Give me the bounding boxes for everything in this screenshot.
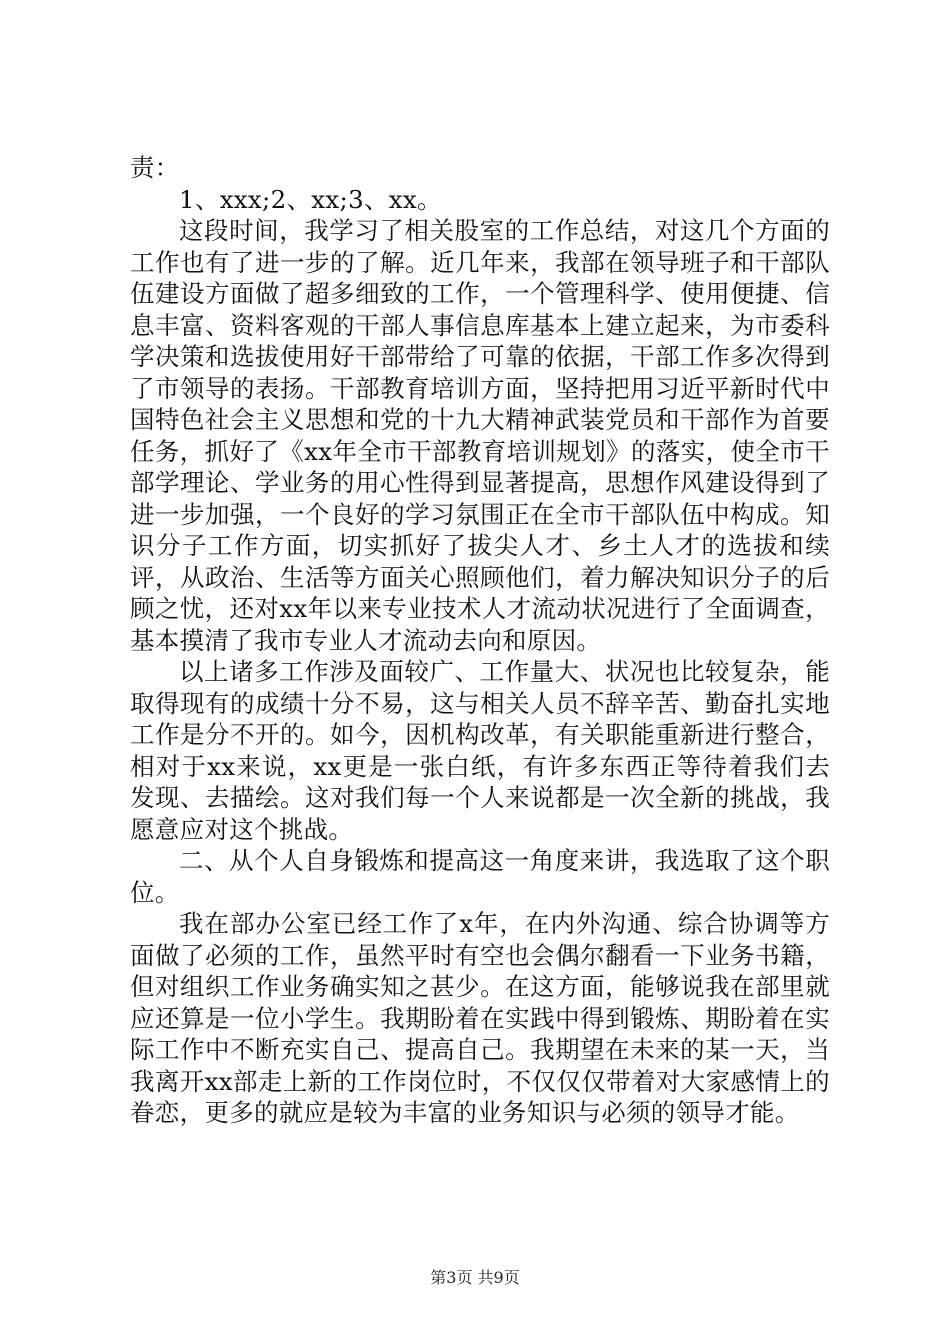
paragraph-section-heading: 二、从个人自身锻炼和提高这一角度来讲，我选取了这个职位。 [130,846,830,907]
document-body [130,152,830,1129]
paragraph-list-items: 1、xxx;2、xx;3、xx。 [179,184,442,214]
paragraph-work-summary: 这段时间，我学习了相关股室的工作总结，对这几个方面的工作也有了进一步的了解。近几年来，我部在领导班子和干部队伍建设方面做了超多细致的工作，一个管理科学、使用便捷、信息丰富、资料客观的干部人事信息库基本上建立起来，为市委科学决策和选拔使用好干部带给了可靠的依据，干部工作多次得到了市领导的表扬。干部教育培训方面，坚持把用习近平新时代中国特色社会主义思想和党的十九大精神武装党员和干部作为首要任务，抓好了《xx年全市干部教育培训规划》的落实，使全市干部学理论、学业务的用心性得到显著提高，思想作风建设得到了进一步加强，一个良好的学习氛围正在全市干部队伍中构成。知识分子工作方面，切实抓好了拔尖人才、乡土人才的选拔和续评，从政治、生活等方面关心照顾他们，着力解决知识分子的后顾之忧，还对xx年以来专业技术人才流动状况进行了全面调查，基本摸清了我市专业人才流动去向和原因。 [130,216,830,655]
paragraph-heading-fragment: 责： [130,153,180,182]
paragraph-challenge: 以上诸多工作涉及面较广、工作量大、状况也比较复杂，能取得现有的成绩十分不易，这与相关人员不辞辛苦、勤奋扎实地工作是分不开的。如今，因机构改革，有关职能重新进行整合，相对于xx来说，xx更是一张白纸，有许多东西正等待着我们去发现、去描绘。这对我们每一个人来说都是一次全新的挑战，我愿意应对这个挑战。 [130,657,830,844]
page-number-footer: 第3页 共9页 [430,1268,520,1287]
paragraph-personal-growth: 我在部办公室已经工作了x年，在内外沟通、综合协调等方面做了必须的工作，虽然平时有空也会偶尔翻看一下业务书籍，但对组织工作业务确实知之甚少。在这方面，能够说我在部里就应还算是一位小学生。我期盼着在实践中得到锻炼、期盼着在实际工作中不断充实自己、提高自己。我期望在未来的某一天，当我离开xx部走上新的工作岗位时，不仅仅仅带着对大家感情上的眷恋，更多的就应是较为丰富的业务知识与必须的领导才能。 [130,909,830,1127]
